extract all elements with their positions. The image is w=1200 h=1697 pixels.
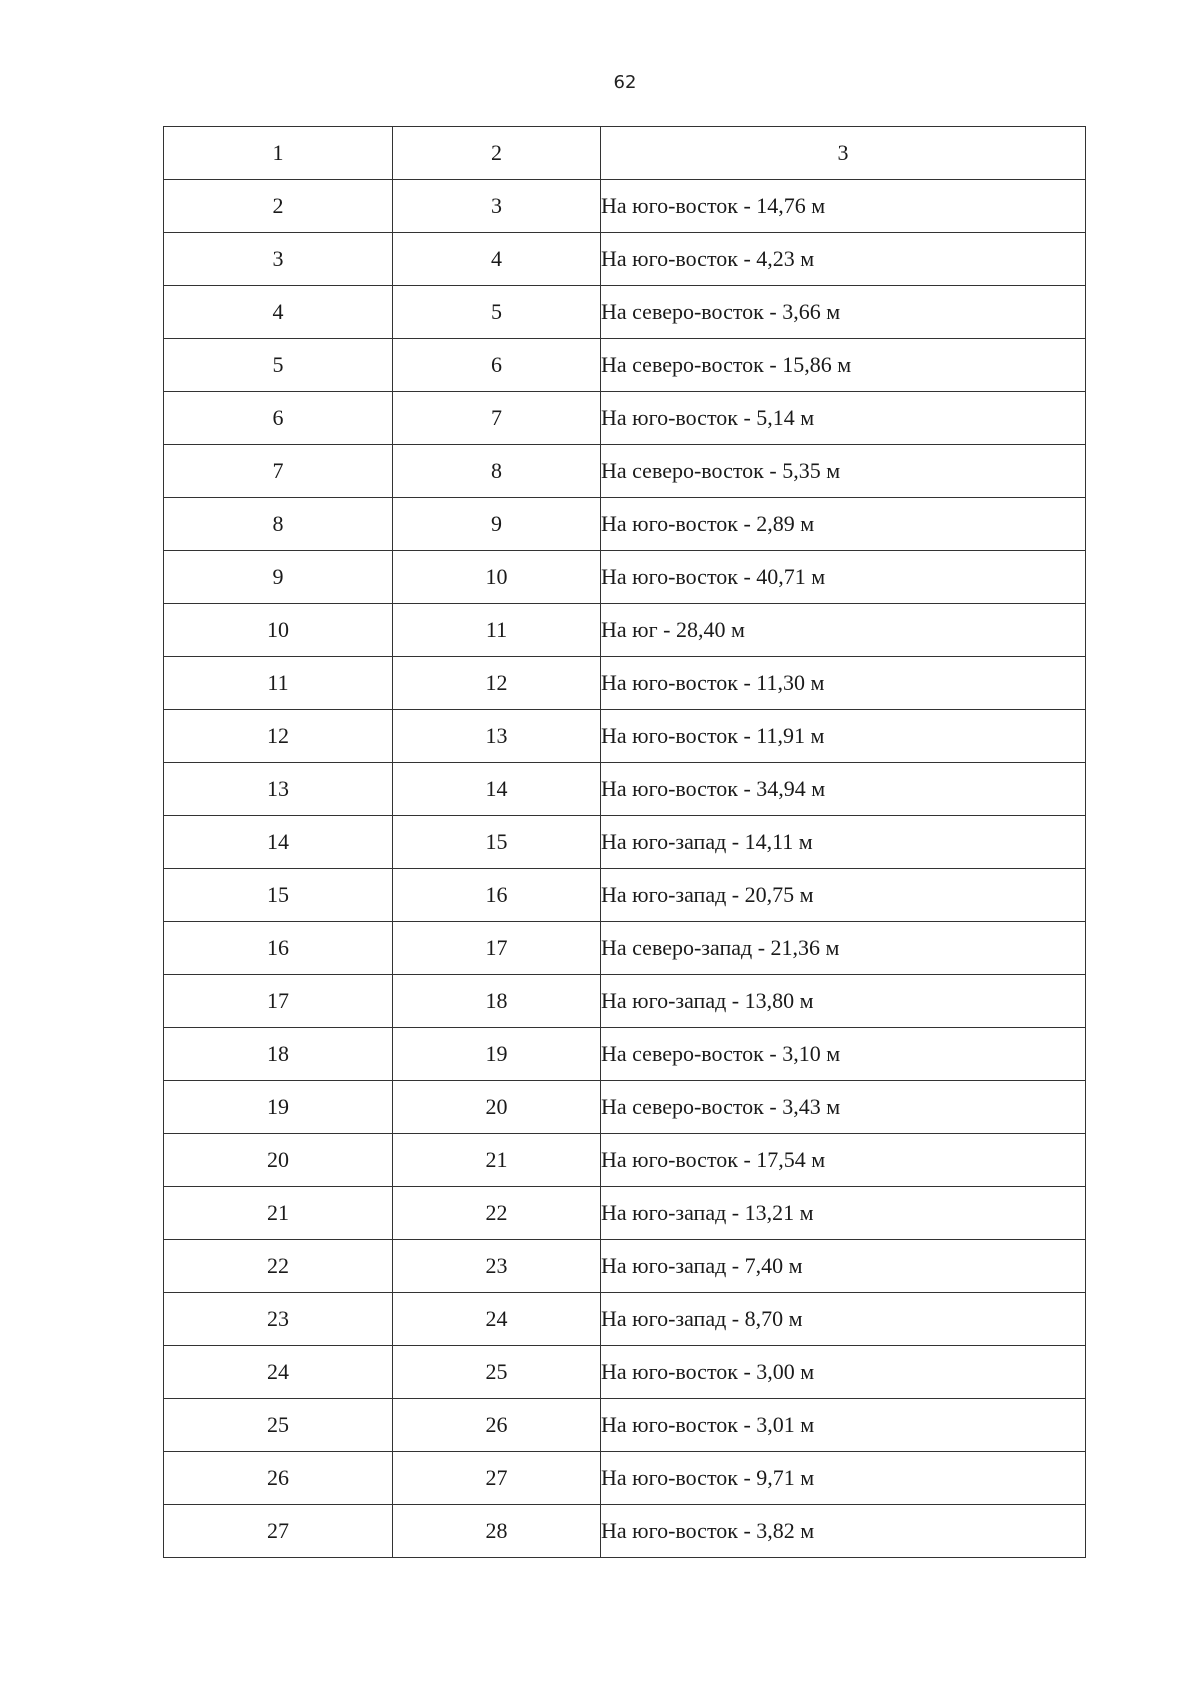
from-point-cell: 21 [164, 1187, 393, 1240]
table-row [164, 1293, 1086, 1346]
to-point-cell: 28 [393, 1505, 601, 1558]
direction-distance-cell: На юго-восток - 40,71 м [601, 551, 1086, 604]
to-point-cell: 10 [393, 551, 601, 604]
direction-distance-cell: На северо-восток - 3,10 м [601, 1028, 1086, 1081]
to-point-cell: 9 [393, 498, 601, 551]
to-point-cell: 26 [393, 1399, 601, 1452]
from-point-cell: 22 [164, 1240, 393, 1293]
from-point-cell: 2 [164, 180, 393, 233]
header-cell-1: 1 [164, 127, 393, 180]
to-point-cell: 17 [393, 922, 601, 975]
table-row [164, 233, 1086, 286]
from-point-cell: 3 [164, 233, 393, 286]
table-row [164, 286, 1086, 339]
direction-distance-cell: На северо-запад - 21,36 м [601, 922, 1086, 975]
direction-distance-cell: На юго-восток - 2,89 м [601, 498, 1086, 551]
to-point-cell: 7 [393, 392, 601, 445]
direction-distance-cell: На юго-запад - 7,40 м [601, 1240, 1086, 1293]
to-point-cell: 21 [393, 1134, 601, 1187]
to-point-cell: 5 [393, 286, 601, 339]
from-point-cell: 25 [164, 1399, 393, 1452]
from-point-cell: 16 [164, 922, 393, 975]
from-point-cell: 6 [164, 392, 393, 445]
from-point-cell: 5 [164, 339, 393, 392]
to-point-cell: 18 [393, 975, 601, 1028]
table-row [164, 551, 1086, 604]
to-point-cell: 11 [393, 604, 601, 657]
to-point-cell: 13 [393, 710, 601, 763]
table-row [164, 1240, 1086, 1293]
from-point-cell: 18 [164, 1028, 393, 1081]
header-cell-3: 3 [601, 127, 1086, 180]
table-row [164, 1399, 1086, 1452]
table-row [164, 816, 1086, 869]
direction-distance-cell: На юго-восток - 3,01 м [601, 1399, 1086, 1452]
direction-distance-cell: На юг - 28,40 м [601, 604, 1086, 657]
table-row [164, 1346, 1086, 1399]
table-row [164, 869, 1086, 922]
table-row [164, 1134, 1086, 1187]
table-row [164, 1028, 1086, 1081]
to-point-cell: 25 [393, 1346, 601, 1399]
direction-distance-cell: На юго-восток - 34,94 м [601, 763, 1086, 816]
table-row [164, 1187, 1086, 1240]
table-row [164, 392, 1086, 445]
to-point-cell: 16 [393, 869, 601, 922]
table-row [164, 1452, 1086, 1505]
from-point-cell: 10 [164, 604, 393, 657]
table-header-row [164, 127, 1086, 180]
table-row [164, 763, 1086, 816]
to-point-cell: 15 [393, 816, 601, 869]
direction-distance-cell: На северо-восток - 15,86 м [601, 339, 1086, 392]
direction-distance-cell: На юго-восток - 11,91 м [601, 710, 1086, 763]
direction-distance-cell: На северо-восток - 5,35 м [601, 445, 1086, 498]
direction-distance-cell: На юго-восток - 4,23 м [601, 233, 1086, 286]
from-point-cell: 8 [164, 498, 393, 551]
direction-distance-cell: На северо-восток - 3,43 м [601, 1081, 1086, 1134]
to-point-cell: 4 [393, 233, 601, 286]
page-number: 62 [613, 72, 637, 93]
to-point-cell: 14 [393, 763, 601, 816]
direction-distance-cell: На юго-восток - 3,00 м [601, 1346, 1086, 1399]
table-row [164, 445, 1086, 498]
to-point-cell: 3 [393, 180, 601, 233]
direction-distance-cell: На юго-восток - 9,71 м [601, 1452, 1086, 1505]
from-point-cell: 26 [164, 1452, 393, 1505]
direction-distance-cell: На юго-восток - 5,14 м [601, 392, 1086, 445]
from-point-cell: 23 [164, 1293, 393, 1346]
table-row [164, 498, 1086, 551]
table-row [164, 1081, 1086, 1134]
table-row [164, 710, 1086, 763]
direction-distance-cell: На юго-запад - 13,80 м [601, 975, 1086, 1028]
table-row [164, 339, 1086, 392]
from-point-cell: 7 [164, 445, 393, 498]
direction-distance-cell: На юго-восток - 17,54 м [601, 1134, 1086, 1187]
to-point-cell: 20 [393, 1081, 601, 1134]
table-row [164, 604, 1086, 657]
from-point-cell: 9 [164, 551, 393, 604]
boundary-table [163, 126, 1086, 1558]
table-row [164, 657, 1086, 710]
header-cell-2: 2 [393, 127, 601, 180]
direction-distance-cell: На юго-восток - 3,82 м [601, 1505, 1086, 1558]
to-point-cell: 19 [393, 1028, 601, 1081]
direction-distance-cell: На северо-восток - 3,66 м [601, 286, 1086, 339]
table-row [164, 1505, 1086, 1558]
from-point-cell: 17 [164, 975, 393, 1028]
from-point-cell: 12 [164, 710, 393, 763]
table-body [164, 127, 1086, 1558]
direction-distance-cell: На юго-запад - 13,21 м [601, 1187, 1086, 1240]
from-point-cell: 20 [164, 1134, 393, 1187]
from-point-cell: 4 [164, 286, 393, 339]
to-point-cell: 12 [393, 657, 601, 710]
to-point-cell: 8 [393, 445, 601, 498]
to-point-cell: 6 [393, 339, 601, 392]
to-point-cell: 23 [393, 1240, 601, 1293]
from-point-cell: 19 [164, 1081, 393, 1134]
from-point-cell: 24 [164, 1346, 393, 1399]
to-point-cell: 22 [393, 1187, 601, 1240]
from-point-cell: 15 [164, 869, 393, 922]
direction-distance-cell: На юго-восток - 14,76 м [601, 180, 1086, 233]
direction-distance-cell: На юго-запад - 20,75 м [601, 869, 1086, 922]
to-point-cell: 27 [393, 1452, 601, 1505]
from-point-cell: 27 [164, 1505, 393, 1558]
from-point-cell: 13 [164, 763, 393, 816]
direction-distance-cell: На юго-восток - 11,30 м [601, 657, 1086, 710]
to-point-cell: 24 [393, 1293, 601, 1346]
direction-distance-cell: На юго-запад - 8,70 м [601, 1293, 1086, 1346]
from-point-cell: 11 [164, 657, 393, 710]
from-point-cell: 14 [164, 816, 393, 869]
table-row [164, 922, 1086, 975]
table-row [164, 180, 1086, 233]
direction-distance-cell: На юго-запад - 14,11 м [601, 816, 1086, 869]
table-row [164, 975, 1086, 1028]
